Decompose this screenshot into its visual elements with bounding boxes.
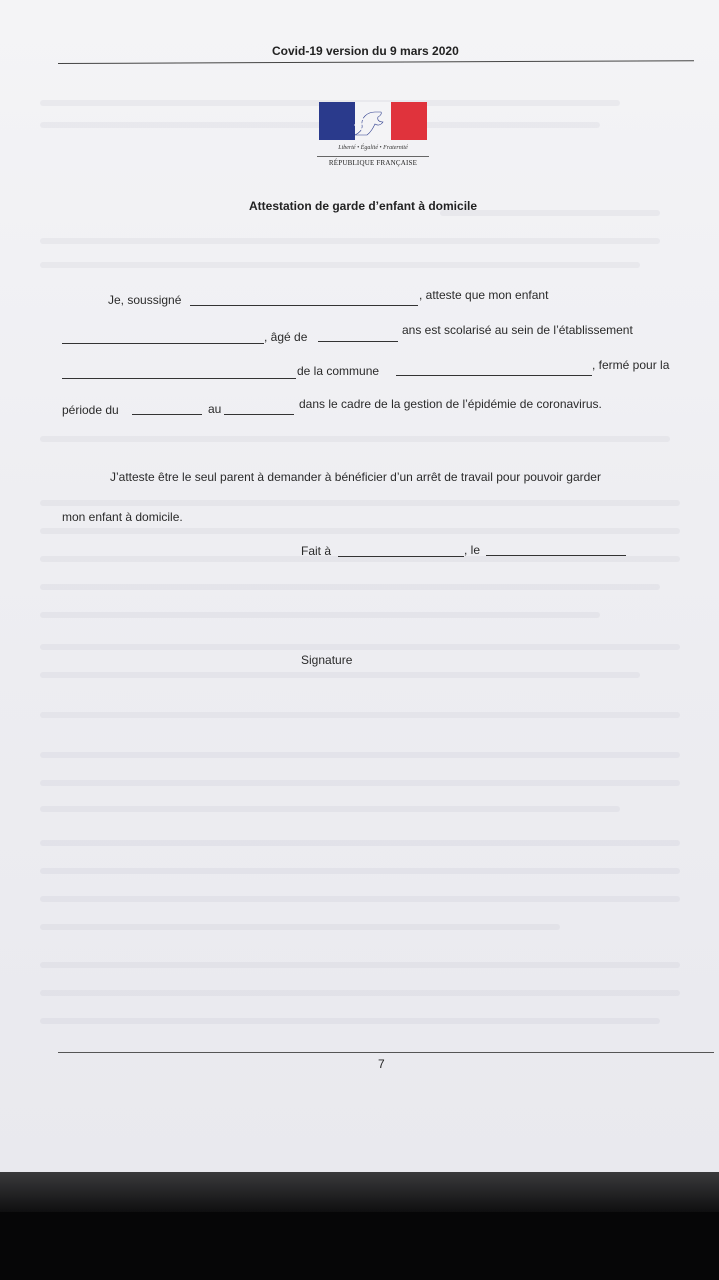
line2-end-text: ans est scolarisé au sein de l’établissement — [402, 323, 633, 337]
establishment-blank-field[interactable] — [62, 378, 296, 379]
start-date-blank-field[interactable] — [132, 414, 202, 415]
date-blank-field[interactable] — [486, 555, 626, 556]
line1-end-text: , atteste que mon enfant — [419, 288, 549, 302]
republique-francaise-logo — [317, 102, 429, 174]
commune-blank-field[interactable] — [396, 375, 592, 376]
signature-label: Signature — [301, 653, 353, 667]
dark-background — [0, 1212, 719, 1280]
child-name-blank-field[interactable] — [62, 343, 264, 344]
document-title: Attestation de garde d’enfant à domicile — [249, 199, 478, 213]
line3-end-text: , fermé pour la — [592, 358, 670, 372]
end-date-blank-field[interactable] — [224, 414, 294, 415]
paper-edge-shadow — [0, 1172, 719, 1212]
marianne-icon — [345, 108, 395, 138]
name-blank-field[interactable] — [190, 305, 418, 306]
attestation-paragraph-line2: mon enfant à domicile. — [62, 510, 183, 524]
logo-motto: Liberté • Égalité • Fraternité — [338, 145, 408, 151]
logo-republic-name: RÉPUBLIQUE FRANÇAISE — [317, 156, 429, 167]
page-number: 7 — [378, 1057, 385, 1071]
header-rule — [58, 60, 694, 64]
age-blank-field[interactable] — [318, 341, 398, 342]
line2-age-text: , âgé de — [264, 330, 308, 344]
document-version-header: Covid-19 version du 9 mars 2020 — [272, 44, 459, 58]
line4-end-text: dans le cadre de la gestion de l’épidémie de coronavirus. — [299, 397, 602, 411]
line4-au-text: au — [208, 402, 222, 416]
attestation-paragraph-line1: J’atteste être le seul parent à demander à bénéficier d’un arrêt de travail pour pouvoir garder — [110, 470, 601, 484]
line3-commune-text: de la commune — [297, 364, 380, 378]
footer-rule — [58, 1052, 714, 1053]
line4-periode-text: période du — [62, 403, 119, 417]
le-label: , le — [464, 543, 481, 557]
place-blank-field[interactable] — [338, 556, 464, 557]
tricolor-flag-icon — [319, 102, 427, 140]
line1-start-text: Je, soussigné — [108, 293, 182, 307]
fait-a-label: Fait à — [301, 544, 332, 558]
